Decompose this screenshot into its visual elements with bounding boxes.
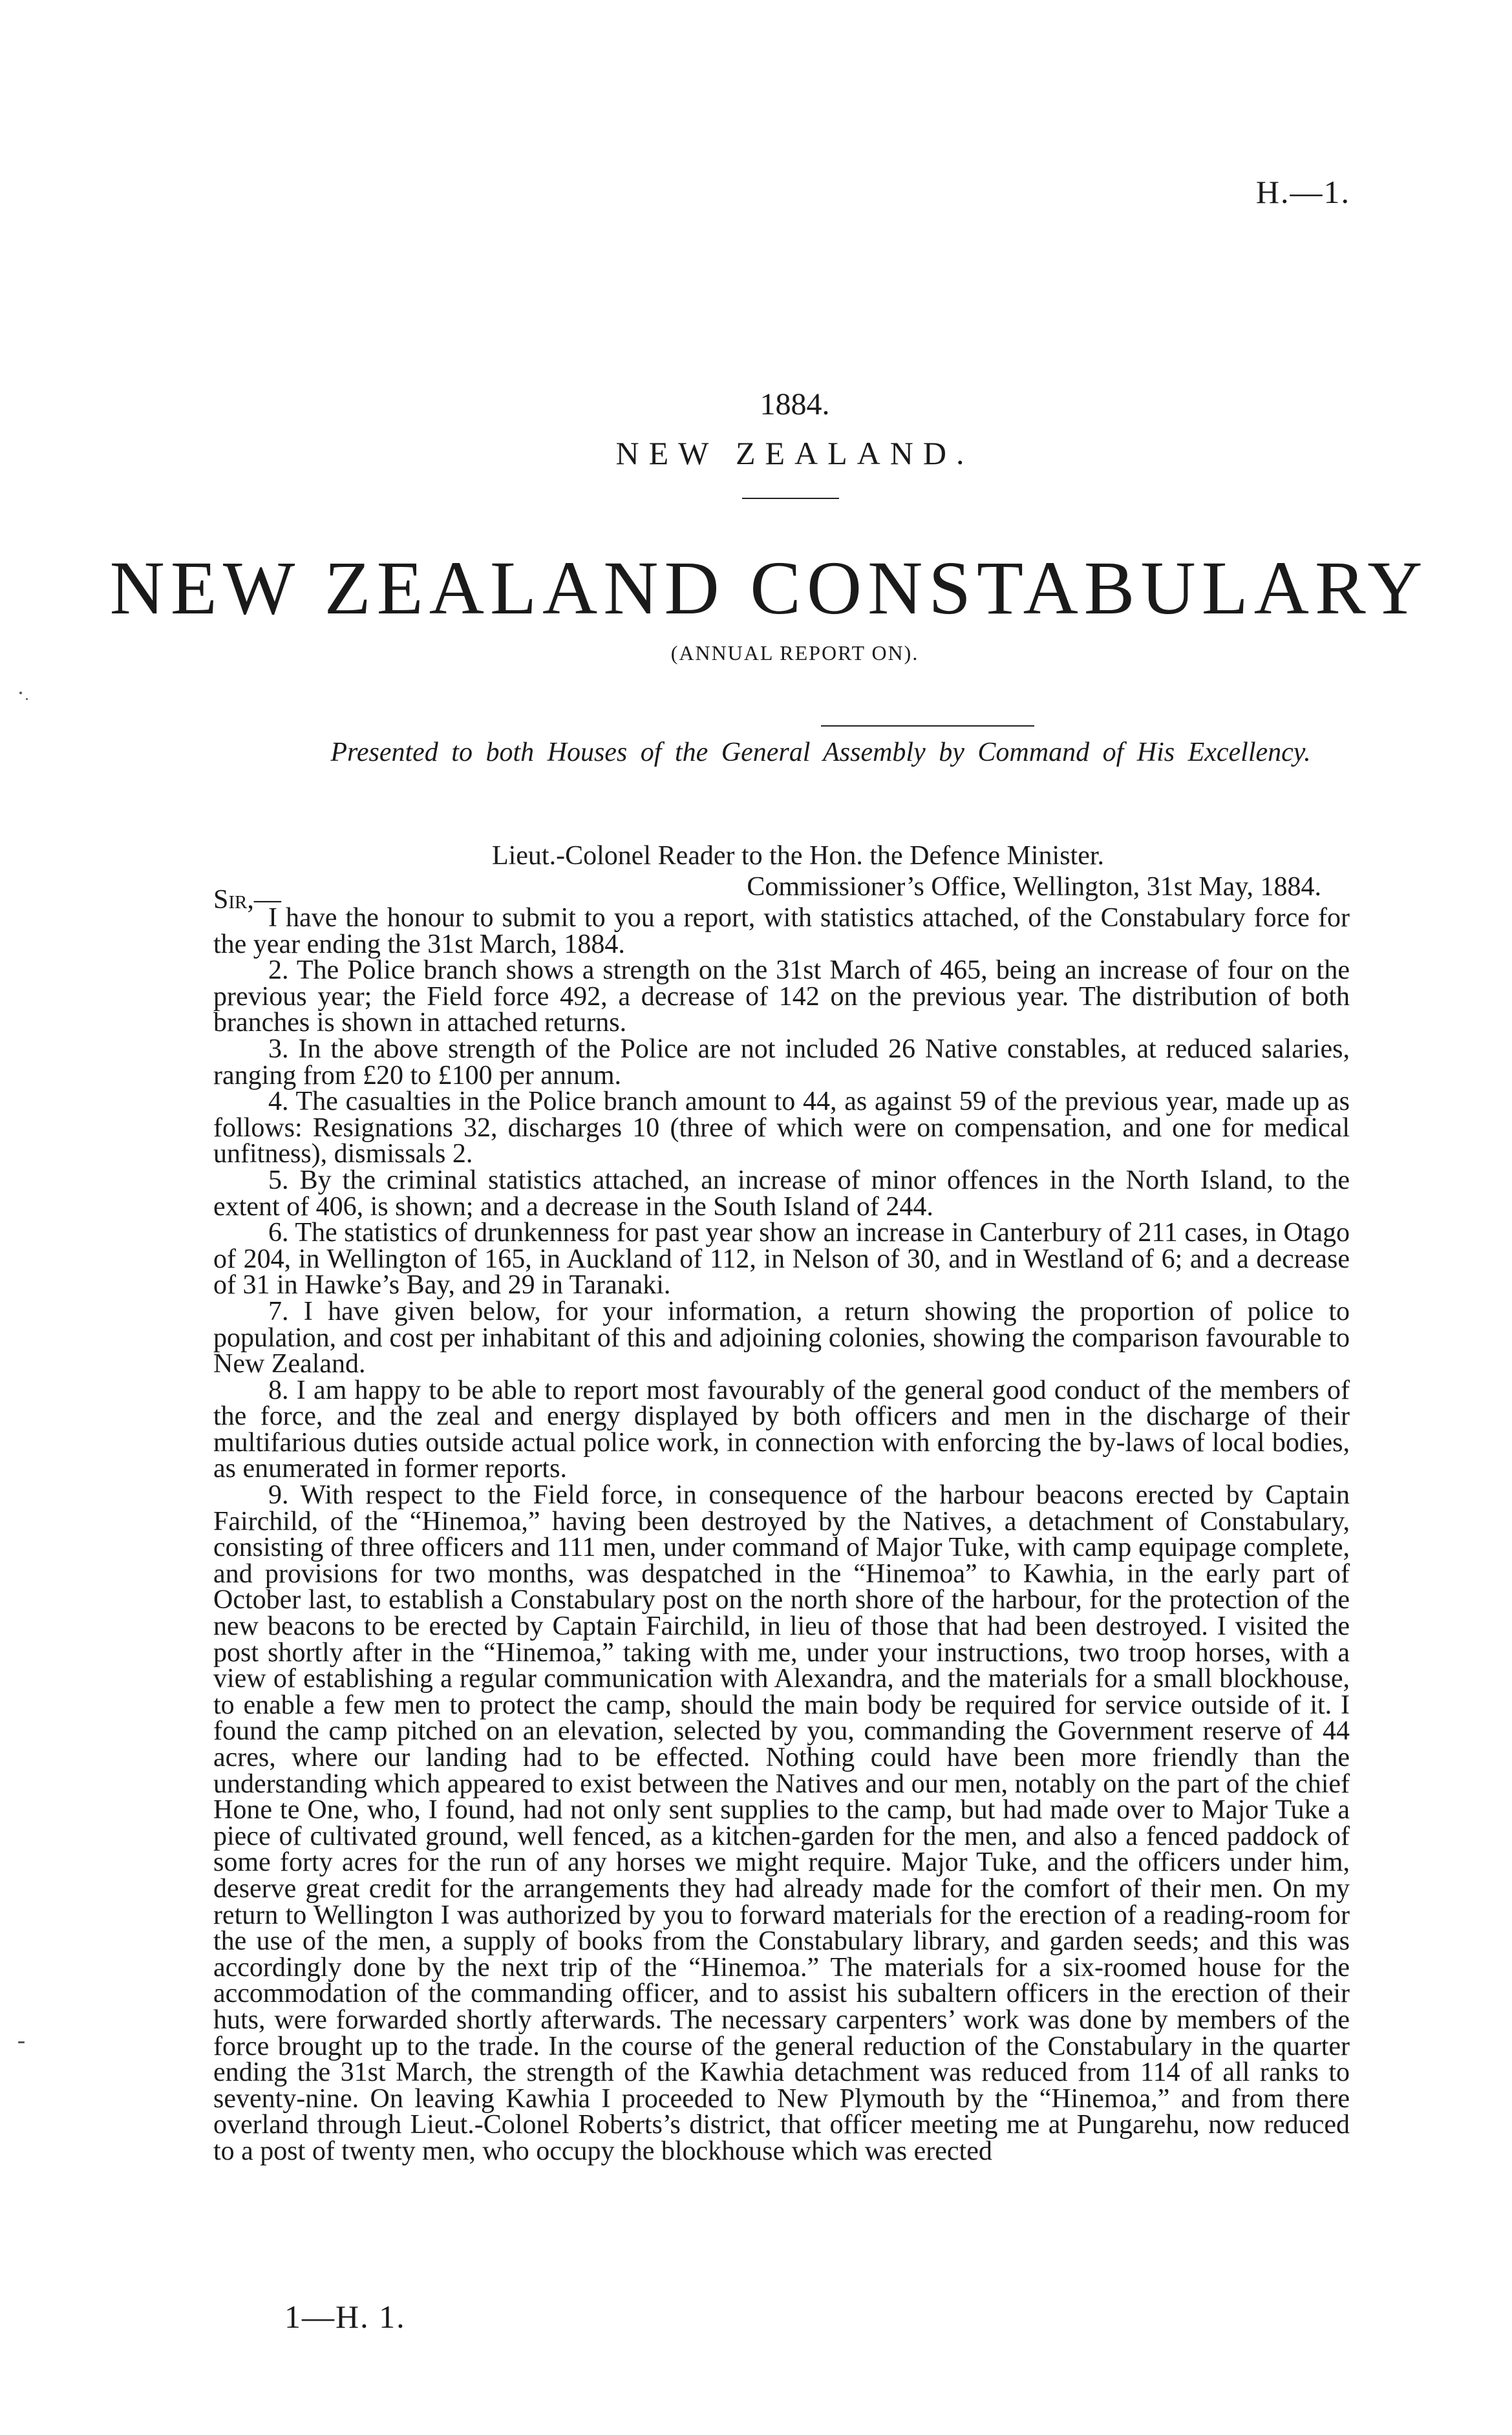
title-divider <box>742 498 839 499</box>
salutation: Sir,— <box>213 885 281 915</box>
paragraph-5: 5. By the criminal statistics attached, an increase of minor offences in the North Island, to the extent of 406, is shown; and a decrease in the South Island of 244. <box>213 1165 1350 1222</box>
paragraph-4: 4. The casualties in the Police branch amount to 44, as against 59 of the previous year, made up as follows: Resignations 32, discharges 10 (three of which were on compensation, and one for medical unfitness), dismissals 2. <box>213 1087 1350 1169</box>
country: NEW ZEALAND. <box>615 435 974 471</box>
letter-heading: Lieut.-Colonel Reader to the Hon. the Defence Minister. <box>491 841 1105 871</box>
paragraph-8: 8. I am happy to be able to report most favourably of the general good conduct of the members of the force, and the zeal and energy displayed by both officers and men in the discharge of their multifarious duties outside actual police work, in connection with enforcing the by-laws of local bodies, as enumerated in former reports. <box>213 1375 1350 1484</box>
presented-line: Presented to both Houses of the General Assembly by Command of His Excellency. <box>330 738 1311 767</box>
scan-speck <box>18 2041 25 2043</box>
paragraph-9: 9. With respect to the Field force, in consequence of the harbour beacons erected by Captain Fairchild, of the “Hinemoa,” having been destroyed by the Natives, a detachment of Constabulary, consisting of three officers and 111 men, under command of Major Tuke, with camp equipage complete, and provisions for two months, was despatched in the “Hinemoa” to Kawhia, in the early part of October last, to establish a Constabulary post on the north shore of the harbour, for the protection of the new beacons to be erected by Captain Fairchild, in lieu of those that had been destroyed. I visited the post shortly after in the “Hinemoa,” taking with me, under your instructions, two troop horses, with a view of establishing a regular communication with Alexandra, and the materials for a small blockhouse, to enable a few men to protect the camp, should the main body be required for service outside of it. I found the camp pitched on an elevation, selected by you, commanding the Government reserve of 44 acres, where our landing had to be effected. Nothing could have been more friendly than the understanding which appeared to exist between the Natives and our men, notably on the part of the chief Hone te One, who, I found, had not only sent supplies to the camp, but had made over to Major Tuke a piece of cultivated ground, well fenced, as a kitchen-garden for the men, and also a fenced paddock of some forty acres for the run of any horses we might require. Major Tuke, and the officers under him, deserve great credit for the arrangements they had already made for the comfort of their men. On my return to Wellington I was authorized by you to forward materials for the erection of a reading-room for the use of the men, a supply of books from the Constabulary library, and garden seeds; and this was accordingly done by the next trip of the “Hinemoa.” The materials for a six-roomed house for the accommodation of the commanding officer, and to assist his subaltern officers in the erection of their huts, were forwarded shortly afterwards. The necessary carpenters’ work was done by members of the force brought up to the trade. In the course of the general reduction of the Constabulary in the quarter ending the 31st March, the strength of the Kawhia detachment was reduced from 114 of all ranks to seventy-nine. On leaving Kawhia I proceeded to New Plymouth by the “Hinemoa,” and from there overland through Lieut.-Colonel Roberts’s district, that officer meeting me at Pungarehu, now reduced to a post of twenty men, who occupy the blockhouse which was erected <box>213 1480 1350 2166</box>
subtitle: (ANNUAL REPORT ON). <box>670 641 919 665</box>
report-body <box>213 905 1350 2165</box>
year: 1884. <box>760 387 830 421</box>
footer-reference: 1—H. 1. <box>284 2299 406 2335</box>
paragraph-3: 3. In the above strength of the Police are not included 26 Native constables, at reduced salaries, ranging from £20 to £100 per annum. <box>213 1034 1350 1090</box>
paragraph-7: 7. I have given below, for your information, a return showing the proportion of police to population, and cost per inhabitant of this and adjoining colonies, showing the comparison favourable to New Zealand. <box>213 1296 1350 1379</box>
office-date: Commissioner’s Office, Wellington, 31st May, 1884. <box>747 872 1321 902</box>
page-reference: H.—1. <box>1255 174 1350 210</box>
scan-speck <box>26 698 28 700</box>
presented-divider <box>821 725 1034 727</box>
main-title: NEW ZEALAND CONSTABULARY <box>109 546 1429 630</box>
paragraph-2: 2. The Police branch shows a strength on the 31st March of 465, being an increase of four on the previous year; the Field force 492, a decrease of 142 on the previous year. The distribution of both branches is shown in attached returns. <box>213 955 1350 1038</box>
scan-speck <box>19 692 22 694</box>
paragraph-6: 6. The statistics of drunkenness for past year show an increase in Canterbury of 211 cases, in Otago of 204, in Wellington of 165, in Auckland of 112, in Nelson of 30, and in Westland of 6; and a decrease of 31 in Hawke’s Bay, and 29 in Taranaki. <box>213 1218 1350 1301</box>
paragraph-1: I have the honour to submit to you a report, with statistics attached, of the Constabulary force for the year ending the 31st March, 1884. <box>213 903 1350 959</box>
